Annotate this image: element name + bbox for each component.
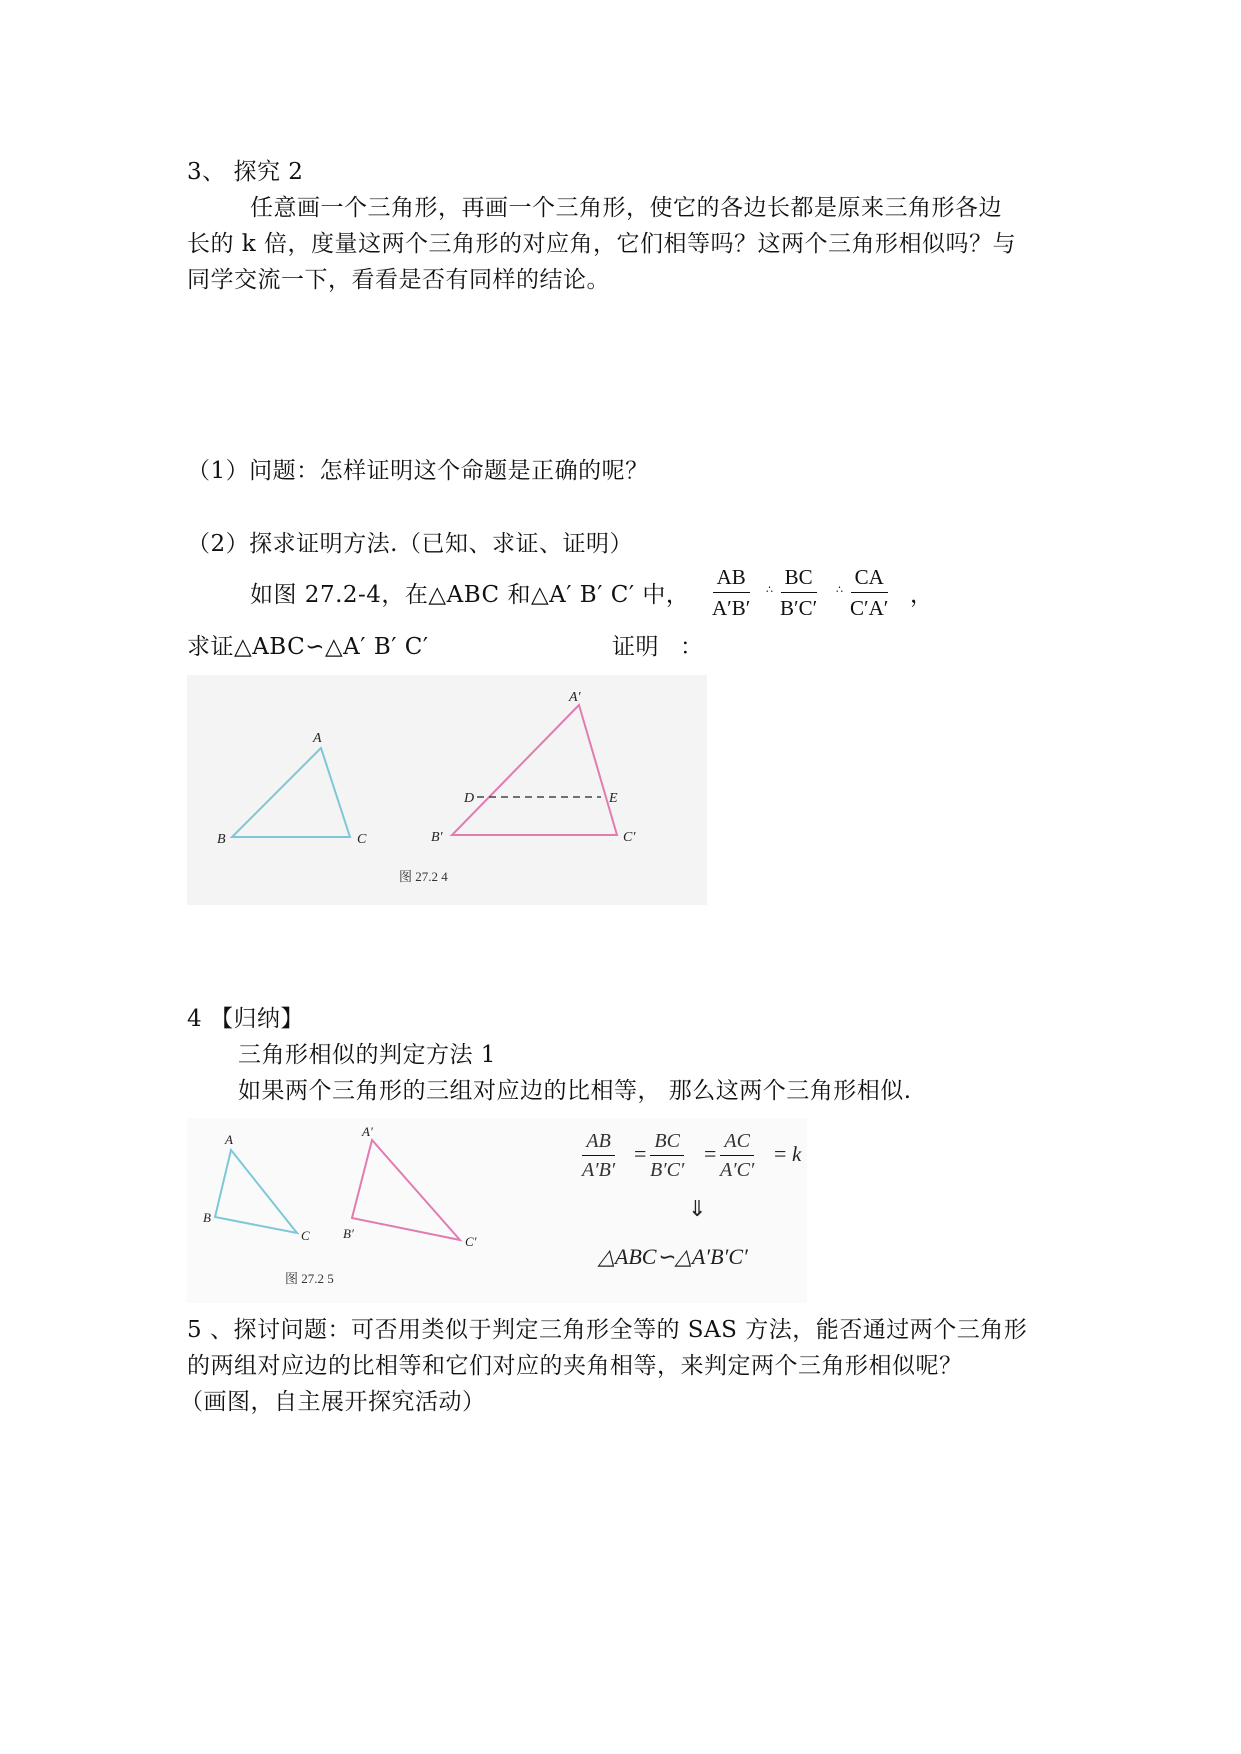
given-separator-1: ∴ <box>766 583 773 596</box>
given-prefix: 如图 27.2-4，在△ABC 和△A′ B′ C′ 中， <box>250 582 690 608</box>
section4-line2: 如果两个三角形的三组对应边的比相等， 那么这两个三角形相似. <box>238 1078 912 1104</box>
fraction-numerator: AB <box>713 565 750 593</box>
triangle-abc <box>215 1150 297 1233</box>
proof-colon: ： <box>680 634 704 660</box>
section4-line1: 三角形相似的判定方法 1 <box>238 1042 496 1068</box>
given-fraction-ca <box>850 565 888 620</box>
fraction-numerator: AC <box>720 1130 754 1156</box>
section3-heading: 3、 探究 2 <box>187 159 304 185</box>
section5-line1: 5 、探讨问题：可否用类似于判定三角形全等的 SAS 方法，能否通过两个三角形 <box>187 1317 1028 1343</box>
formula-k: k <box>792 1142 802 1166</box>
given-fraction-ab <box>712 565 750 620</box>
fraction-numerator: AB <box>582 1130 614 1156</box>
formula-fraction-bc <box>650 1130 684 1181</box>
formula-equals-1: = <box>634 1141 647 1166</box>
section4-heading: 4 【归纳】 <box>187 1006 304 1032</box>
formula-equals-3: = <box>774 1141 787 1166</box>
figure-27-2-5 <box>187 1118 487 1303</box>
fraction-denominator: B′C′ <box>650 1159 685 1181</box>
fraction-denominator: C′A′ <box>850 596 889 620</box>
proof-label: 证明 <box>612 634 659 660</box>
formula-fraction-ab <box>582 1130 615 1181</box>
formula-conclusion: △ABC∽△A′B′C′ <box>598 1244 748 1269</box>
given-separator-2: ∴ <box>836 583 843 596</box>
prove-statement: 求证△ABC∽△A′ B′ C′ <box>187 634 429 660</box>
label-c: C <box>357 832 367 847</box>
fraction-denominator: A′C′ <box>720 1159 755 1181</box>
given-suffix: ， <box>910 582 934 608</box>
label-b: B <box>217 832 226 847</box>
label-a-prime: A′ <box>362 1124 373 1139</box>
label-e: E <box>609 791 618 806</box>
label-b: B <box>203 1210 211 1225</box>
fraction-denominator: B′C′ <box>780 596 818 620</box>
formula-fraction-ac <box>720 1130 754 1181</box>
label-a: A <box>225 1132 233 1147</box>
triangle-abc <box>232 748 350 837</box>
section3-para-line1: 任意画一个三角形，再画一个三角形，使它的各边长都是原来三角形各边 <box>250 195 1002 221</box>
figure2-caption: 图 27.2 5 <box>285 1271 334 1286</box>
given-fraction-bc <box>780 565 817 620</box>
label-d: D <box>464 791 475 806</box>
label-c: C <box>301 1228 310 1243</box>
label-a-prime: A′ <box>569 690 581 705</box>
label-b-prime: B′ <box>431 830 443 845</box>
figure1-caption: 图 27.2 4 <box>399 869 448 884</box>
triangle-a2b2c2 <box>352 1140 460 1240</box>
label-a: A <box>313 731 322 746</box>
triangle-a2b2c2 <box>452 705 617 835</box>
fraction-denominator: A′B′ <box>712 596 751 620</box>
figure-27-2-4 <box>187 675 707 905</box>
question-1: （1）问题：怎样证明这个命题是正确的呢？ <box>187 458 649 484</box>
fraction-numerator: CA <box>851 565 888 593</box>
section5-line2: 的两组对应边的比相等和它们对应的夹角相等，来判定两个三角形相似呢？ <box>187 1353 963 1379</box>
label-c-prime: C′ <box>623 830 636 845</box>
question-2: （2）探求证明方法.（已知、求证、证明） <box>187 531 633 557</box>
fraction-numerator: BC <box>650 1130 684 1156</box>
section3-para-line2: 长的 k 倍，度量这两个三角形的对应角，它们相等吗？这两个三角形相似吗？与 <box>187 231 1017 257</box>
formula-equals-2: = <box>704 1141 717 1166</box>
implies-arrow-icon: ⇓ <box>688 1196 707 1221</box>
section5-line3: （画图，自主展开探究活动） <box>180 1389 486 1415</box>
label-c-prime: C′ <box>465 1234 477 1249</box>
label-b-prime: B′ <box>343 1226 354 1241</box>
fraction-denominator: A′B′ <box>582 1159 616 1181</box>
section3-para-line3: 同学交流一下，看看是否有同样的结论。 <box>187 267 610 293</box>
fraction-numerator: BC <box>781 565 817 593</box>
